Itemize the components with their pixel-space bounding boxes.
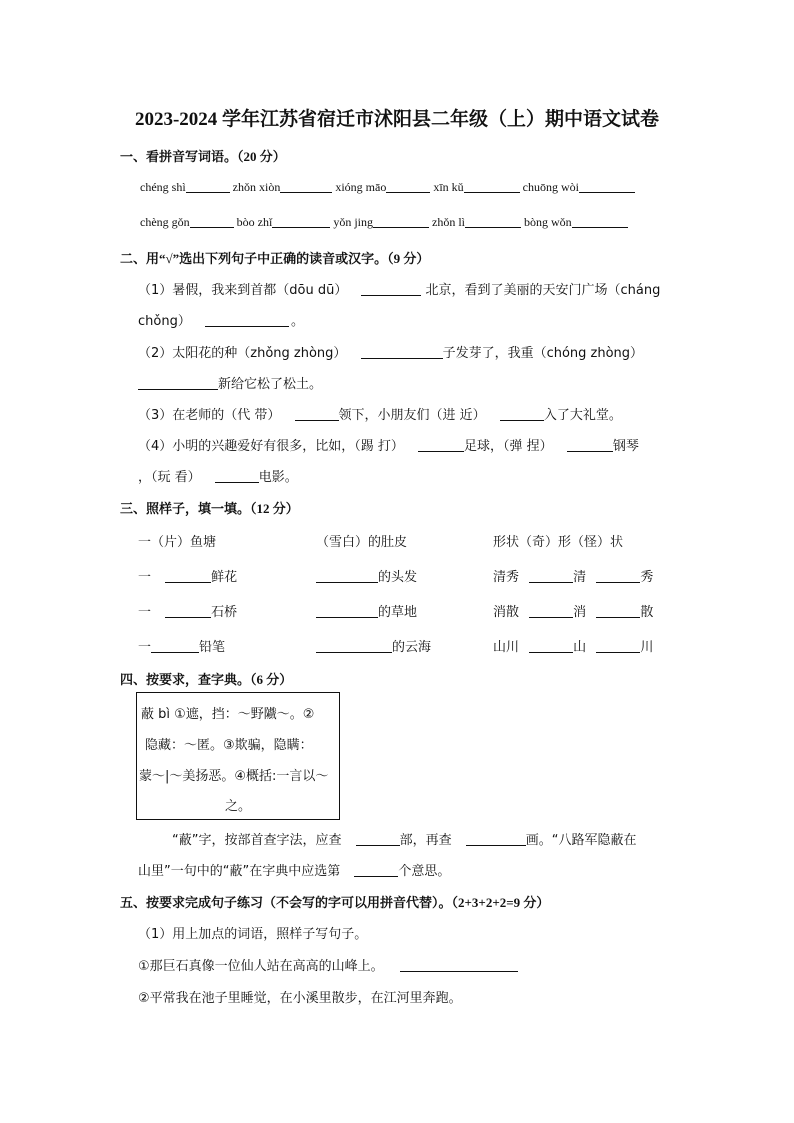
question-text: 石桥 <box>211 605 238 620</box>
answer-blank[interactable] <box>572 215 628 228</box>
answer-blank[interactable] <box>138 377 218 390</box>
question-text: 新给它松了松土。 <box>218 377 323 392</box>
answer-blank[interactable] <box>596 640 640 653</box>
answer-blank[interactable] <box>205 314 289 327</box>
answer-blank[interactable] <box>295 408 339 421</box>
question-text: 的云海 <box>392 640 432 655</box>
answer-blank[interactable] <box>373 215 429 228</box>
answer-blank[interactable] <box>529 570 573 583</box>
question-text: 入了大礼堂。 <box>543 408 622 423</box>
question-text: 川 <box>640 640 654 655</box>
answer-blank[interactable] <box>151 640 199 653</box>
answer-blank[interactable] <box>529 605 573 618</box>
answer-blank[interactable] <box>165 605 211 618</box>
answer-blank[interactable] <box>361 346 443 359</box>
question-text: “蔽”字，按部首查字法，应查 <box>172 833 342 848</box>
question-4-line-a <box>172 829 637 848</box>
sentence-1 <box>138 955 518 974</box>
dictionary-line-4: 之。 <box>225 799 252 814</box>
question-text: 清秀 <box>493 570 520 585</box>
answer-blank[interactable] <box>186 180 230 193</box>
fill-row-3-col-1 <box>138 636 225 655</box>
pinyin-5: chuōng wòi <box>522 180 579 194</box>
question-text: 子发芽了，我重（chóng zhòng） <box>442 346 644 361</box>
question-2-1-line-a <box>138 279 660 298</box>
question-text: 秀 <box>640 570 654 585</box>
pinyin-1: chéng shì <box>140 180 186 194</box>
pinyin-4: xīn kǔ <box>433 180 464 194</box>
sentence-2: ②平常我在池子里睡觉，在小溪里散步，在江河里奔跑。 <box>138 991 462 1006</box>
question-text: ①那巨石真像一位仙人站在高高的山峰上。 <box>138 959 384 974</box>
dictionary-line-2: 隐藏：～匿。③欺骗，隐瞒： <box>145 738 313 753</box>
question-text: 散 <box>640 605 654 620</box>
question-text: 的草地 <box>378 605 418 620</box>
question-text: 一 <box>138 640 152 655</box>
question-text: 铅笔 <box>199 640 226 655</box>
answer-blank[interactable] <box>465 215 521 228</box>
question-text: 北京，看到了美丽的天安门广场（cháng <box>425 283 661 298</box>
question-text: 足球，（弹 捏） <box>464 439 553 454</box>
question-text: 鲜花 <box>211 570 238 585</box>
question-text: 山 <box>573 640 587 655</box>
question-text: （4）小明的兴趣爱好有很多，比如，（踢 打） <box>138 439 404 454</box>
pinyin-8: yǒn jing <box>333 215 373 229</box>
section-3-heading: 三、照样子，填一填。（12 分） <box>120 501 299 516</box>
dictionary-entry-box <box>136 692 340 820</box>
fill-row-3-col-2 <box>316 636 431 655</box>
question-text: 山里”一句中的“蔽”在字典中应选第 <box>138 864 341 879</box>
question-5-1: （1）用上加点的词语，照样子写句子。 <box>138 927 368 942</box>
example-1: 一（片）鱼塘 <box>138 535 217 550</box>
answer-blank[interactable] <box>280 180 332 193</box>
answer-blank[interactable] <box>215 470 259 483</box>
question-text: 的头发 <box>378 570 418 585</box>
question-text: （2）太阳花的种（zhǒng zhòng） <box>138 346 347 361</box>
answer-blank[interactable] <box>272 215 330 228</box>
question-text: 山川 <box>493 640 520 655</box>
answer-blank[interactable] <box>466 833 526 846</box>
pinyin-9: zhǒn lì <box>432 215 465 229</box>
answer-blank[interactable] <box>579 180 635 193</box>
pinyin-row-2 <box>140 215 628 230</box>
pinyin-row-1 <box>140 180 635 195</box>
example-2: （雪白）的肚皮 <box>316 535 408 550</box>
fill-row-3-col-3 <box>493 636 653 655</box>
pinyin-2: zhǒn xiòn <box>232 180 281 194</box>
question-text: 部，再查 <box>399 833 452 848</box>
question-text: 消 <box>573 605 587 620</box>
fill-row-2-col-2 <box>316 601 417 620</box>
answer-blank[interactable] <box>596 605 640 618</box>
question-text: 画。“八路军隐蔽在 <box>525 833 637 848</box>
answer-blank[interactable] <box>316 640 392 653</box>
question-text: 钢琴 <box>612 439 639 454</box>
section-4-heading: 四、按要求，查字典。（6 分） <box>120 672 293 687</box>
section-1-heading: 一、看拼音写词语。（20 分） <box>120 149 286 164</box>
dictionary-line-1: 蔽 bì ①遮，挡：～野隵～。② <box>141 707 315 722</box>
answer-blank[interactable] <box>418 439 464 452</box>
question-text: chǒng） <box>138 314 191 329</box>
question-text: 电影。 <box>258 470 298 485</box>
answer-blank[interactable] <box>464 180 520 193</box>
question-text: 一 <box>138 605 152 620</box>
question-2-2-line-a <box>138 342 643 361</box>
pinyin-7: bòo zhǐ <box>236 215 273 229</box>
question-text: 。 <box>290 314 304 329</box>
section-5-heading: 五、按要求完成句子练习（不会写的字可以用拼音代替）。（2+3+2+2=9 分） <box>120 895 550 910</box>
dictionary-line-3: 蒙～|～美扬恶。④概括:一言以～ <box>139 769 329 784</box>
question-text: （3）在老师的（代 带） <box>138 408 281 423</box>
question-text: 消散 <box>493 605 520 620</box>
question-2-4-line-b <box>138 466 298 485</box>
fill-row-2-col-3 <box>493 601 653 620</box>
question-text: ，（玩 看） <box>138 470 201 485</box>
answer-blank[interactable] <box>361 283 421 296</box>
answer-blank[interactable] <box>596 570 640 583</box>
answer-blank[interactable] <box>190 215 234 228</box>
answer-blank[interactable] <box>316 570 378 583</box>
answer-blank[interactable] <box>354 864 398 877</box>
question-text: 一 <box>138 570 152 585</box>
answer-blank[interactable] <box>567 439 613 452</box>
pinyin-6: chèng gǒn <box>140 215 190 229</box>
answer-blank[interactable] <box>500 408 544 421</box>
example-3: 形状（奇）形（怪）状 <box>493 535 624 550</box>
answer-blank[interactable] <box>316 605 378 618</box>
question-2-4-line-a <box>138 435 639 454</box>
question-text: 个意思。 <box>398 864 451 879</box>
question-4-line-b <box>138 860 450 879</box>
question-text: 领下，小朋友们（进 近） <box>338 408 486 423</box>
pinyin-3: xióng māo <box>335 180 387 194</box>
fill-row-1-col-3 <box>493 566 653 585</box>
question-text: 清 <box>573 570 587 585</box>
answer-blank[interactable] <box>165 570 211 583</box>
fill-row-1-col-2 <box>316 566 417 585</box>
answer-blank[interactable] <box>386 180 430 193</box>
pinyin-10: bòng wǒn <box>524 215 572 229</box>
section-2-heading: 二、用“√”选出下列句子中正确的读音或汉字。（9 分） <box>120 251 430 266</box>
answer-blank[interactable] <box>529 640 573 653</box>
fill-row-2-col-1 <box>138 601 237 620</box>
question-2-3 <box>138 404 622 423</box>
question-2-1-line-b <box>138 310 304 329</box>
answer-blank[interactable] <box>400 959 518 972</box>
question-text: （1）暑假，我来到首都（dōu dū） <box>138 283 348 298</box>
page-title: 2023-2024 学年江苏省宿迁市沭阳县二年级（上）期中语文试卷 <box>134 109 660 130</box>
fill-row-1-col-1 <box>138 566 237 585</box>
answer-blank[interactable] <box>356 833 400 846</box>
question-2-2-line-b <box>138 373 322 392</box>
